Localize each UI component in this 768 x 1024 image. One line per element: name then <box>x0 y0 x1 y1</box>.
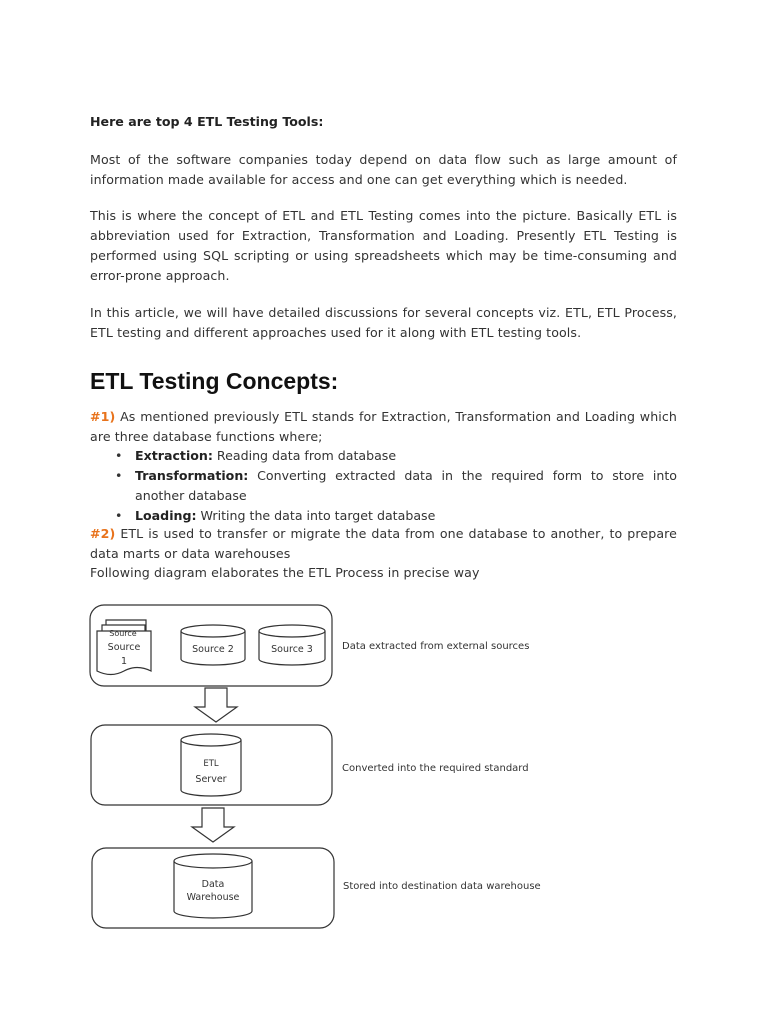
etl-functions-list <box>90 446 677 526</box>
list-item-loading <box>90 506 677 526</box>
list-desc: Writing the data into target database <box>196 508 436 523</box>
server-label: Server <box>195 774 227 785</box>
source1-label: Source <box>107 642 141 653</box>
source2-label: Source 2 <box>192 644 234 655</box>
data-label: Data <box>201 879 225 890</box>
section-heading: ETL Testing Concepts: <box>90 368 339 394</box>
transform-description: Converted into the required standard <box>342 763 529 774</box>
list-desc: Reading data from database <box>212 448 397 463</box>
list-term: Loading: <box>135 508 197 523</box>
paragraph-data-flow: Most of the software companies today depend on data flow such as large amount of information made available for access and one can get everything which is needed. <box>90 152 677 187</box>
load-description: Stored into destination data warehouse <box>343 881 541 892</box>
paragraph-article-scope: In this article, we will have detailed discussions for several concepts viz. ETL, ETL Process, ETL testing and different approaches used for it along with ETL testing tools. <box>90 305 677 340</box>
diagram-intro: Following diagram elaborates the ETL Process in precise way <box>90 565 480 580</box>
point-2-number: #2) <box>90 526 116 541</box>
point-2 <box>90 524 677 564</box>
list-term: Transformation: <box>135 468 249 483</box>
list-term: Extraction: <box>135 448 213 463</box>
down-arrow-icon <box>192 808 234 842</box>
etl-process-diagram <box>85 598 555 938</box>
bullet-icon: • <box>115 508 123 523</box>
paragraph-etl-concept: This is where the concept of ETL and ETL Testing comes into the picture. Basically ETL is abbreviation used for Extraction, Transformation and Loading. Presently ETL Testing is performed using SQL scripting or using spreadsheets which may be time-consuming and error-prone approach. <box>90 208 677 283</box>
bullet-icon: • <box>115 448 123 463</box>
list-desc: Converting extracted data in the required form to store into another database <box>135 468 677 503</box>
list-item-extraction <box>90 446 677 466</box>
extract-description: Data extracted from external sources <box>342 641 530 652</box>
intro-title: Here are top 4 ETL Testing Tools: <box>90 114 324 129</box>
point-2-text: ETL is used to transfer or migrate the data from one database to another, to prepare data marts or data warehouses <box>90 526 677 561</box>
point-1-text: As mentioned previously ETL stands for Extraction, Transformation and Loading which are three database functions where; <box>90 409 677 444</box>
etl-label: ETL <box>203 759 219 769</box>
source-partial-label: Source <box>109 629 137 638</box>
warehouse-label: Warehouse <box>186 892 240 903</box>
source3-label: Source 3 <box>271 644 313 655</box>
list-item-transformation <box>90 466 677 506</box>
source1-number: 1 <box>120 656 128 667</box>
point-1 <box>90 407 677 447</box>
bullet-icon: • <box>115 468 123 483</box>
down-arrow-icon <box>195 688 237 722</box>
point-1-number: #1) <box>90 409 116 424</box>
